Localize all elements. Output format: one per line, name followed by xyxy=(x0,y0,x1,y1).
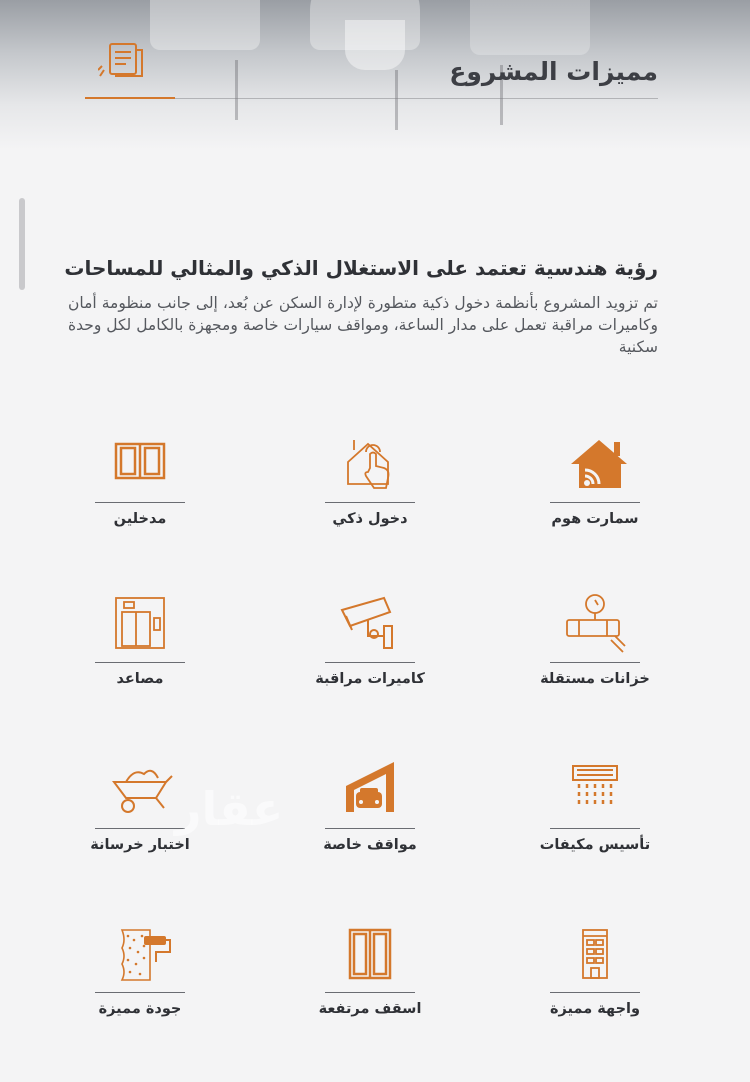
intro-paragraph: تم تزويد المشروع بأنظمة دخول ذكية متطورة لإدارة السكن عن بُعد، إلى جانب منظومة أمان وكاميرات مراقبة تعمل على مدار الساعة، ومواقف سيارات خاصة ومجهزة بالكامل لكل وحدة سكنية xyxy=(68,294,658,356)
double-door-icon xyxy=(104,432,176,496)
feature-label: مصاعد xyxy=(116,671,164,687)
feature-elevators xyxy=(50,592,230,687)
wheelbarrow-icon xyxy=(104,758,176,822)
smart-home-icon xyxy=(559,432,631,496)
feature-label: سمارت هوم xyxy=(551,511,639,527)
title-accent-line xyxy=(85,97,175,99)
feature-smart-entry xyxy=(280,432,460,527)
smart-entry-icon xyxy=(334,432,406,496)
title-divider xyxy=(175,98,658,99)
scrollbar[interactable] xyxy=(19,198,25,290)
feature-label: مدخلين xyxy=(113,511,167,527)
feature-facade xyxy=(505,922,685,1017)
feature-label: دخول ذكي xyxy=(332,511,408,527)
feature-private-parking xyxy=(280,758,460,853)
security-camera-icon xyxy=(334,592,406,656)
air-conditioner-icon xyxy=(559,758,631,822)
watermark-logo: عقار xyxy=(175,782,284,836)
water-tank-icon xyxy=(559,592,631,656)
feature-label: مواقف خاصة xyxy=(323,837,417,853)
feature-label: خزانات مستقلة xyxy=(540,671,650,687)
feature-label: اختبار خرسانة xyxy=(90,837,190,853)
paint-roller-icon xyxy=(104,922,176,986)
feature-cameras xyxy=(280,592,460,687)
private-parking-icon xyxy=(334,758,406,822)
building-facade-icon xyxy=(559,922,631,986)
document-icon xyxy=(98,40,154,80)
page-title: مميزات المشروع xyxy=(449,57,658,86)
feature-label: تأسيس مكيفات xyxy=(539,837,651,853)
feature-label: جودة مميزة xyxy=(98,1001,182,1017)
elevator-icon xyxy=(104,592,176,656)
feature-smart-home xyxy=(505,432,685,527)
feature-label: واجهة مميزة xyxy=(549,1001,641,1017)
feature-ac-foundation xyxy=(505,758,685,853)
intro-headline: رؤية هندسية تعتمد على الاستغلال الذكي والمثالي للمساحات xyxy=(64,256,658,280)
feature-double-entrance xyxy=(50,432,230,527)
high-ceiling-icon xyxy=(334,922,406,986)
feature-label: اسقف مرتفعة xyxy=(318,1001,422,1017)
feature-quality xyxy=(50,922,230,1017)
feature-water-tanks xyxy=(505,592,685,687)
feature-label: كاميرات مراقبة xyxy=(315,671,425,687)
feature-high-ceilings xyxy=(280,922,460,1017)
